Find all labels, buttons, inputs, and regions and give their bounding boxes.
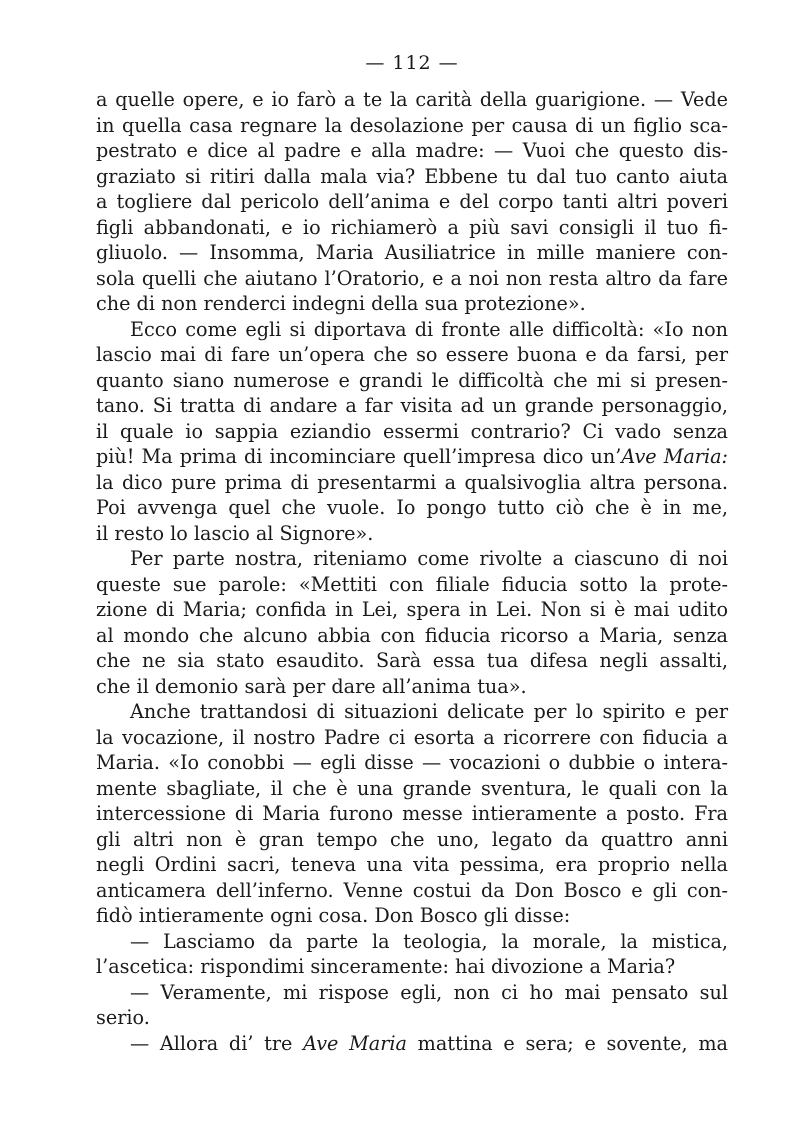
text-line xyxy=(96,750,728,776)
text-line-segment: serio. xyxy=(96,1006,150,1029)
text-line-segment: anticamera dell’inferno. Venne costui da Don Bosco e gli con- xyxy=(96,878,728,902)
text-line xyxy=(96,929,728,955)
text-line xyxy=(96,827,728,853)
text-line-segment: — Veramente, mi rispose egli, non ci ho mai pensato sul xyxy=(130,980,728,1004)
text-line-segment: gli altri non è gran tempo che uno, legato da quattro anni xyxy=(96,827,728,851)
text-line xyxy=(96,546,728,572)
text-line-segment: lascio mai di fare un’opera che so essere buona e da farsi, per xyxy=(96,343,728,366)
text-line xyxy=(96,954,728,980)
text-line-segment: l’ascetica: rispondimi sinceramente: hai divozione a Maria? xyxy=(96,955,676,978)
text-line-segment: figli abbandonati, e io richiamerò a più savi consigli il tuo fi- xyxy=(96,215,728,239)
text-line-segment: intercessione di Maria furono messe intieramente a posto. Fra xyxy=(96,802,728,825)
text-line-segment: a togliere dal pericolo dell’anima e del corpo tanti altri poveri xyxy=(96,190,728,213)
text-line xyxy=(96,240,728,266)
text-line xyxy=(96,87,728,113)
body-text xyxy=(96,87,728,1056)
text-line-segment: Poi avvenga quel che vuole. Io pongo tutto ciò che è in me, xyxy=(96,496,728,519)
text-line xyxy=(96,164,728,190)
text-line xyxy=(96,266,728,292)
text-line xyxy=(96,138,728,164)
text-line xyxy=(96,317,728,343)
text-line xyxy=(96,597,728,623)
text-line-segment: graziato si ritiri dalla mala via? Ebbene tu dal tuo canto aiuta xyxy=(96,164,728,188)
text-line xyxy=(96,572,728,598)
italic-phrase: Ave Maria xyxy=(303,1031,407,1055)
text-line xyxy=(96,521,728,547)
text-line xyxy=(96,444,728,470)
text-line-segment: tano. Si tratta di andare a far visita ad un grande personaggio, xyxy=(96,394,728,417)
text-line-segment: sola quelli che aiutano l’Oratorio, e a noi non resta altro da fare xyxy=(96,266,728,290)
text-line xyxy=(96,113,728,139)
text-line xyxy=(96,342,728,368)
text-line xyxy=(96,725,728,751)
text-line-segment: zione di Maria; confida in Lei, spera in Lei. Non si è mai udito xyxy=(96,598,728,621)
text-line-segment: — Lasciamo da parte la teologia, la morale, la mistica, xyxy=(130,929,728,953)
text-line xyxy=(96,1005,728,1031)
text-line xyxy=(96,776,728,802)
text-line xyxy=(96,470,728,496)
text-line-segment: che di non renderci indegni della sua protezione». xyxy=(96,292,586,315)
text-line-segment: il resto lo lascio al Signore». xyxy=(96,521,374,545)
text-line-segment: gliuolo. — Insomma, Maria Ausiliatrice in mille maniere con- xyxy=(96,241,728,264)
text-line xyxy=(96,623,728,649)
text-line-segment: pestrato e dice al padre e alla madre: — Vuoi che questo dis- xyxy=(96,139,728,162)
text-line xyxy=(96,648,728,674)
text-line-segment: che il demonio sarà per dare all’anima tua». xyxy=(96,674,527,698)
text-line xyxy=(96,674,728,700)
text-line-segment: — Allora di’ tre xyxy=(130,1031,304,1055)
text-line-segment: fidò intieramente ogni cosa. Don Bosco gli disse: xyxy=(96,904,571,927)
text-line-segment: la vocazione, il nostro Padre ci esorta a ricorrere con fiducia a xyxy=(96,725,728,749)
text-line xyxy=(96,495,728,521)
text-line-segment: Ecco come egli si diportava di fronte alle difficoltà: «Io non xyxy=(130,317,728,341)
book-page xyxy=(96,0,728,1123)
text-line xyxy=(96,215,728,241)
text-line-segment: a quelle opere, e io farò a te la carità della guarigione. — Vede xyxy=(96,88,728,111)
text-line xyxy=(96,368,728,394)
text-line-segment: mattina e sera; e sovente, ma xyxy=(406,1031,728,1055)
text-line-segment: la dico pure prima di presentarmi a qualsivoglia altra persona. xyxy=(96,470,728,494)
text-line xyxy=(96,291,728,317)
text-line xyxy=(96,1031,728,1057)
italic-phrase: Ave Maria: xyxy=(621,445,728,468)
text-line xyxy=(96,903,728,929)
text-line xyxy=(96,801,728,827)
text-line-segment: mente sbagliate, il che è una grande sventura, le quali con la xyxy=(96,776,728,800)
text-line-segment: il quale io sappia eziandio essermi contrario? Ci vado senza xyxy=(96,419,728,443)
text-line-segment: più! Ma prima di incominciare quell’impresa dico un’ xyxy=(96,445,622,468)
page-number: — 112 — xyxy=(365,52,459,74)
text-line-segment: negli Ordini sacri, teneva una vita pessima, era proprio nella xyxy=(96,853,728,876)
text-line-segment: quanto siano numerose e grandi le difficoltà che mi si presen- xyxy=(96,368,728,392)
text-line xyxy=(96,878,728,904)
text-line-segment: in quella casa regnare la desolazione per causa di un figlio sca- xyxy=(96,113,728,137)
text-line xyxy=(96,980,728,1006)
text-line-segment: Maria. «Io conobbi — egli disse — vocazioni o dubbie o intera- xyxy=(96,751,728,774)
text-line xyxy=(96,393,728,419)
text-line-segment: Per parte nostra, riteniamo come rivolte a ciascuno di noi xyxy=(130,547,728,570)
text-line-segment: queste sue parole: «Mettiti con filiale fiducia sotto la prote- xyxy=(96,572,728,596)
text-line xyxy=(96,419,728,445)
text-line xyxy=(96,189,728,215)
text-line-segment: Anche trattandosi di situazioni delicate per lo spirito e per xyxy=(130,700,728,723)
text-line xyxy=(96,699,728,725)
text-line-segment: che ne sia stato esaudito. Sarà essa tua difesa negli assalti, xyxy=(96,649,728,672)
text-line-segment: al mondo che alcuno abbia con fiducia ricorso a Maria, senza xyxy=(96,623,728,647)
text-line xyxy=(96,852,728,878)
